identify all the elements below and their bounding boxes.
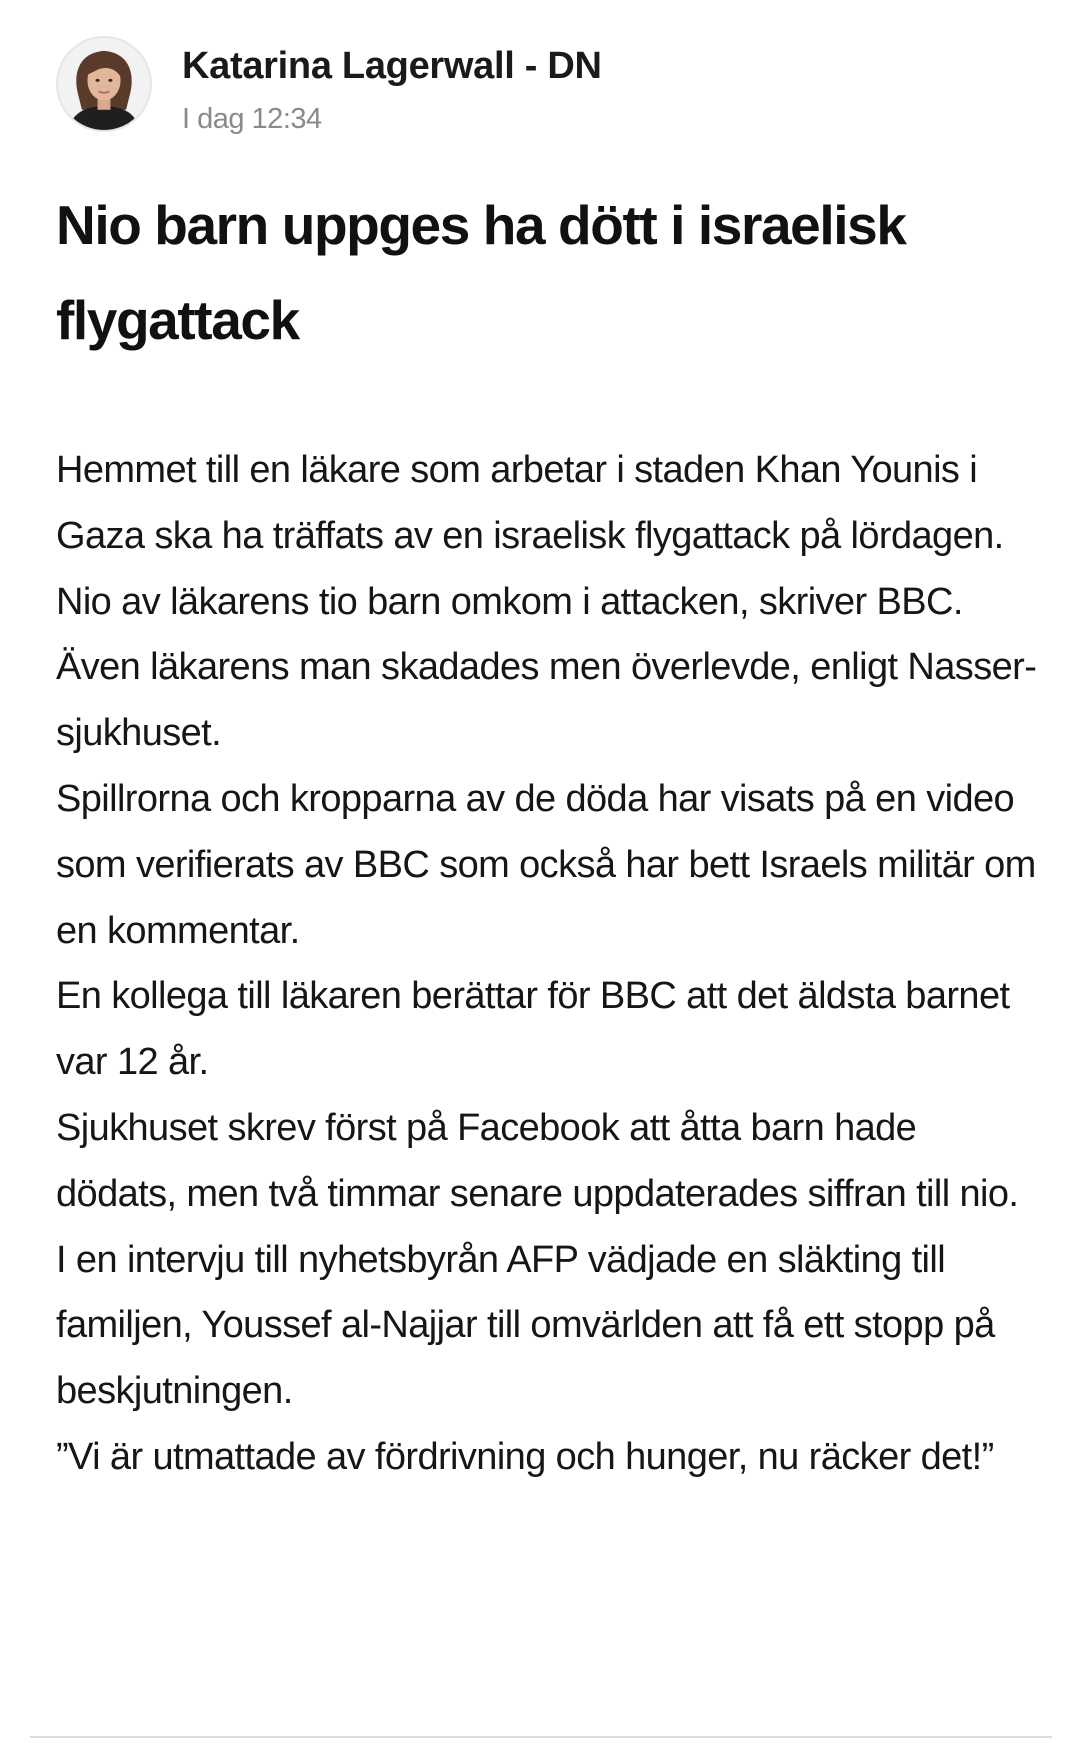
author-portrait-icon (58, 38, 150, 130)
body-paragraph: Sjukhuset skrev först på Facebook att åtta barn hade dödats, men två timmar senare uppdaterades siffran till nio. (56, 1106, 1019, 1215)
body-paragraph: Även läkarens man skadades men överlevde, enligt Nasser-sjukhuset. (56, 646, 1037, 755)
author-name[interactable]: Katarina Lagerwall - DN (182, 45, 602, 87)
body-paragraph: Hemmet till en läkare som arbetar i staden Khan Younis i Gaza ska ha träffats av en israelisk flygattack på lördagen. Nio av läkarens tio barn omkom i attacken, skriver BBC. (56, 449, 1004, 623)
body-paragraph: En kollega till läkaren berättar för BBC att det äldsta barnet var 12 år. (56, 975, 1010, 1084)
body-quote: ”Vi är utmattade av fördrivning och hunger, nu räcker det!” (56, 1435, 994, 1478)
body-paragraph: I en intervju till nyhetsbyrån AFP vädjade en släkting till familjen, Youssef al-Najjar till omvärlden att få ett stopp på beskjutningen. (56, 1238, 995, 1413)
author-avatar[interactable] (56, 36, 152, 132)
author-meta (182, 36, 602, 136)
post-divider (30, 1736, 1052, 1738)
post-headline: Nio barn uppges ha dött i israelisk flygattack (56, 194, 906, 351)
post-timestamp: I dag 12:34 (182, 103, 322, 135)
body-paragraph: Spillrorna och kropparna av de döda har visats på en video som verifierats av BBC som också har bett Israels militär om en kommentar. (56, 777, 1036, 952)
post-author-row (56, 36, 602, 135)
post-body (56, 438, 1046, 1491)
